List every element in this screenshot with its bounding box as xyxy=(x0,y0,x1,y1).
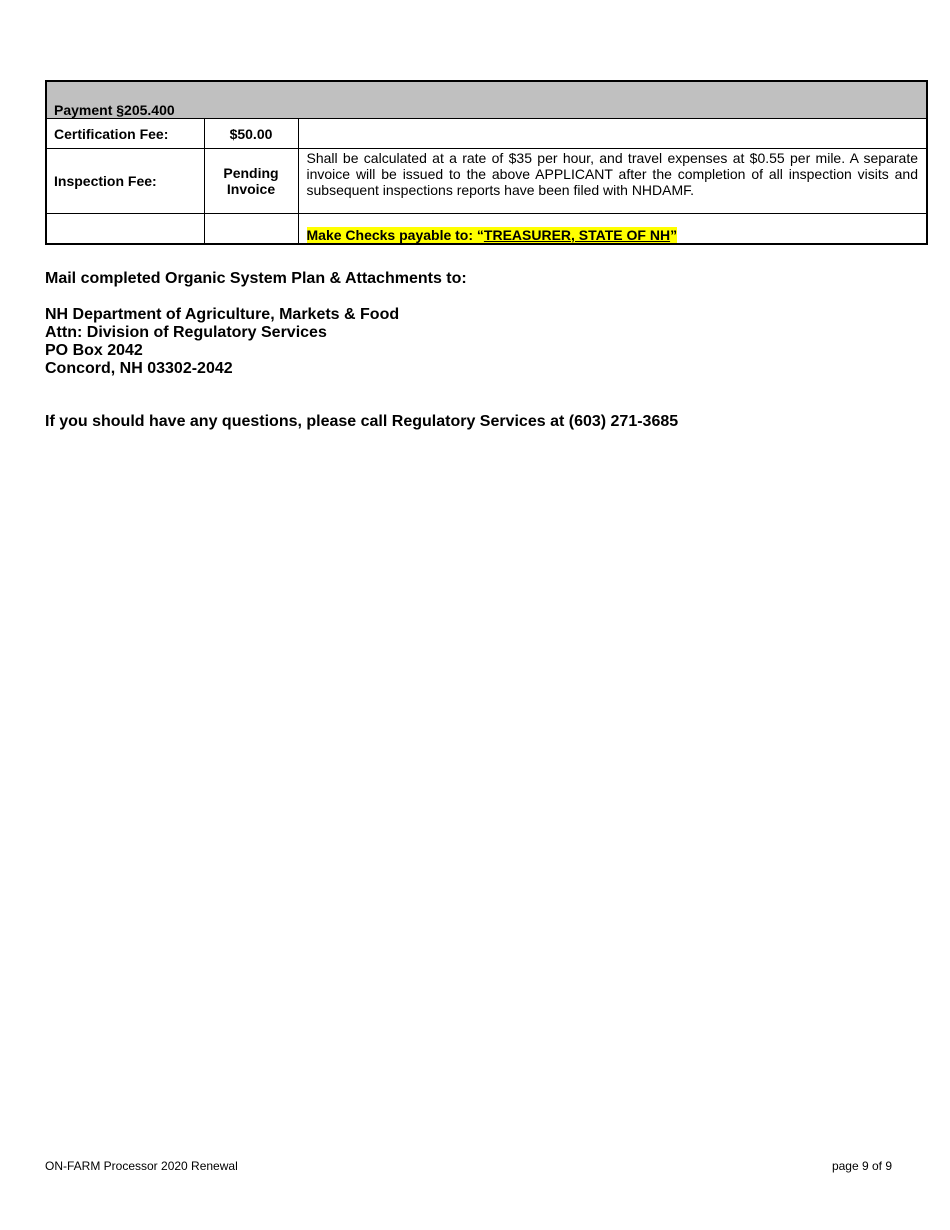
payment-header: Payment §205.400 xyxy=(46,81,927,119)
checks-payee: TREASURER, STATE OF NH xyxy=(483,227,671,243)
footer-document-title: ON-FARM Processor 2020 Renewal xyxy=(45,1159,238,1173)
footer-page-number: page 9 of 9 xyxy=(831,1159,892,1173)
empty-cell-1 xyxy=(46,214,204,245)
payment-table xyxy=(45,80,928,245)
empty-cell-2 xyxy=(204,214,298,245)
address-line-2: Attn: Division of Regulatory Services xyxy=(45,324,327,341)
address-line-3: PO Box 2042 xyxy=(45,342,143,359)
inspection-fee-amount-line2: Invoice xyxy=(226,181,276,197)
inspection-fee-amount xyxy=(204,149,298,214)
address-line-4: Concord, NH 03302-2042 xyxy=(45,360,233,377)
checks-payable-suffix: ” xyxy=(670,227,678,243)
checks-payable-prefix: Make Checks payable to: “ xyxy=(306,227,484,243)
checks-payable-cell xyxy=(298,214,927,245)
mail-heading: Mail completed Organic System Plan & Attachments to: xyxy=(45,270,467,287)
certification-fee-row xyxy=(46,119,927,149)
inspection-fee-row xyxy=(46,149,927,214)
questions-contact: If you should have any questions, please call Regulatory Services at (603) 271-3685 xyxy=(45,413,679,430)
inspection-fee-amount-line1: Pending xyxy=(223,165,279,181)
certification-fee-label: Certification Fee: xyxy=(46,119,204,149)
mailing-instructions xyxy=(45,270,467,378)
inspection-fee-label: Inspection Fee: xyxy=(46,149,204,214)
certification-fee-amount-text: $50.00 xyxy=(229,125,273,142)
certification-fee-description xyxy=(298,119,927,149)
checks-payable-row xyxy=(46,214,927,245)
address-line-1: NH Department of Agriculture, Markets & Food xyxy=(45,306,400,323)
payment-header-row xyxy=(46,81,927,119)
inspection-fee-description: Shall be calculated at a rate of $35 per hour, and travel expenses at $0.55 per mile. A separate invoice will be issued to the above APPLICANT after the completion of all inspection visits and subsequent inspections reports have been filed with NHDAMF. xyxy=(298,149,927,214)
certification-fee-amount xyxy=(204,119,298,149)
checks-payable-note xyxy=(307,227,678,243)
